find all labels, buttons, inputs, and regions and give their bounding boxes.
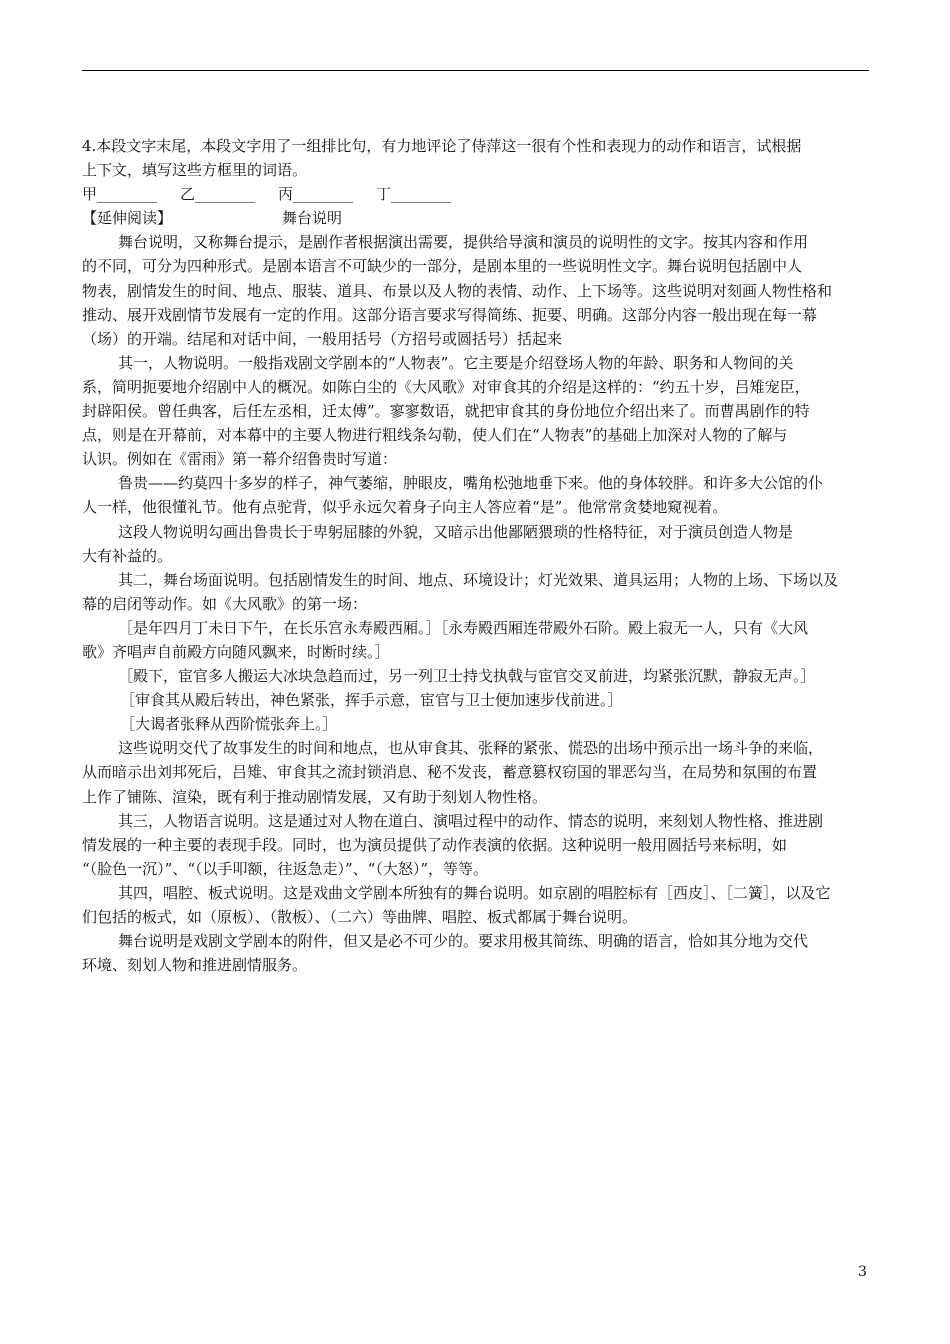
header-rule: [82, 70, 869, 71]
text-line: 鲁贵——约莫四十多岁的样子，神气萎缩，肿眼皮，嘴角松弛地垂下来。他的身体较胖。和许多大公馆的仆: [118, 474, 824, 493]
document-body: [82, 134, 872, 977]
text-line: 舞台说明是戏剧文学剧本的附件，但又是必不可少的。要求用极其简练、明确的语言，恰如其分地为交代: [118, 932, 809, 951]
blank-jia: 甲________: [82, 185, 158, 204]
text-line: 从而暗示出刘邦死后，吕雉、审食其之流封锁消息、秘不发丧，蓄意篡权窃国的罪恶勾当，在局势和氛围的布置: [82, 763, 818, 782]
text-line: 大有补益的。: [82, 546, 173, 565]
text-line: 情发展的一种主要的表现手段。同时，也为演员提供了动作表演的依据。这种说明一般用圆括号来标明，如: [82, 835, 788, 854]
text-line: 物表，剧情发生的时间、地点、服装、道具、布景以及人物的表情、动作、上下场等。这些说明对刻画人物性格和: [82, 281, 833, 300]
text-line: 其三，人物语言说明。这是通过对人物在道白、演唱过程中的动作、情态的说明，来刻划人物性格、推进剧: [118, 811, 824, 830]
text-line: （场）的开端。结尾和对话中间，一般用括号（方招号或圆括号）括起来: [82, 329, 563, 348]
blank-yi: 乙________: [180, 185, 256, 204]
text-line: 其二，舞台场面说明。包括剧情发生的时间、地点、环境设计；灯光效果、道具运用；人物的上场、下场以及: [118, 570, 839, 589]
text-line: 人一样，他很懂礼节。他有点驼背，似乎永远欠着身子向主人答应着“是”。他常常贪婪地窥视着。: [82, 498, 728, 517]
text-line: ［大谒者张释从西阶慌张奔上。］: [120, 715, 338, 734]
text-line: 歌》齐唱声自前殿方向随风飘来，时断时续。］: [82, 642, 390, 661]
section-title: 舞台说明: [282, 209, 343, 228]
text-line: ［是年四月丁未日下午，在长乐宫永寿殿西厢。］［永寿殿西厢连带殿外石阶。殿上寂无一人，只有《大风: [118, 618, 809, 637]
text-line: 们包括的板式，如（原板）、（散板）、（二六）等曲牌、唱腔、板式都属于舞台说明。: [82, 908, 638, 926]
article-lines: [82, 230, 872, 977]
text-line: 的不同，可分为四种形式。是剧本语言不可缺少的一部分，是剧本里的一些说明性文字。舞台说明包括剧中人: [82, 257, 803, 276]
text-line: 其四，唱腔、板式说明。这是戏曲文学剧本所独有的舞台说明。如京剧的唱腔标有［西皮］、［二簧］，以及它: [118, 883, 831, 902]
question-text-line-2: 上下文，填写这些方框里的词语。: [82, 161, 308, 180]
text-line: 这些说明交代了故事发生的时间和地点，也从审食其、张释的紧张、慌恐的出场中预示出一场斗争的来临，: [118, 739, 824, 758]
text-line: 其一，人物说明。一般指戏剧文学剧本的“人物表”。它主要是介绍登场人物的年龄、职务和人物间的关: [118, 353, 794, 372]
blank-ding: 丁________: [376, 185, 452, 204]
page-number: 3: [858, 1264, 867, 1280]
text-line: 上作了铺陈、渲染，既有利于推动剧情发展，又有助于刻划人物性格。: [82, 787, 548, 806]
text-line: 系，简明扼要地介绍剧中人的概况。如陈白尘的《大风歌》对审食其的介绍是这样的：“约五十岁，吕雉宠臣，: [82, 377, 810, 396]
text-line: 这段人物说明勾画出鲁贵长于卑躬屈膝的外貌，又暗示出他鄙陋猥琐的性格特征，对于演员创造人物是: [118, 522, 794, 541]
section-label: 【延伸阅读】: [82, 209, 173, 228]
text-line: 舞台说明，又称舞台提示，是剧作者根据演出需要，提供给导演和演员的说明性的文字。按其内容和作用: [118, 233, 809, 252]
section-heading: [82, 206, 872, 230]
text-line: ［殿下，宦官多人搬运大冰块急趋而过，另一列卫士持戈执戟与宦官交叉前进，均紧张沉默，静寂无声。］: [118, 667, 816, 686]
text-line: 封辟阳侯。曾任典客，后任左丞相，迁太傅”。寥寥数语，就把审食其的身份地位介绍出来了。而曹禺剧作的特: [82, 402, 810, 421]
text-line: 幕的启闭等动作。如《大风歌》的第一场：: [82, 594, 368, 613]
text-line: 认识。例如在《雷雨》第一幕介绍鲁贵时写道：: [82, 450, 398, 469]
text-line: 环境、刻划人物和推进剧情服务。: [82, 956, 308, 975]
text-line: 点，则是在开幕前，对本幕中的主要人物进行粗线条勾勒，使人们在“人物表”的基础上加深对人物的了解与: [82, 426, 788, 445]
answer-blanks: [82, 182, 872, 206]
blank-bing: 丙________: [278, 185, 354, 204]
text-line: 推动、展开戏剧情节发展有一定的作用。这部分语言要求写得简练、扼要、明确。这部分内容一般出现在每一幕: [82, 305, 818, 324]
text-line: “（脸色一沉）”、“（以手叩额，往返急走）”、“（大怒）”，等等。: [82, 859, 489, 878]
text-line: ［审食其从殿后转出，神色紧张，挥手示意，宦官与卫士便加速步伐前进。］: [120, 691, 623, 710]
question-text-line-1: 4.本段文字末尾，本段文字用了一组排比句，有力地评论了侍萍这一很有个性和表现力的动作和语言，试根据: [82, 137, 802, 155]
